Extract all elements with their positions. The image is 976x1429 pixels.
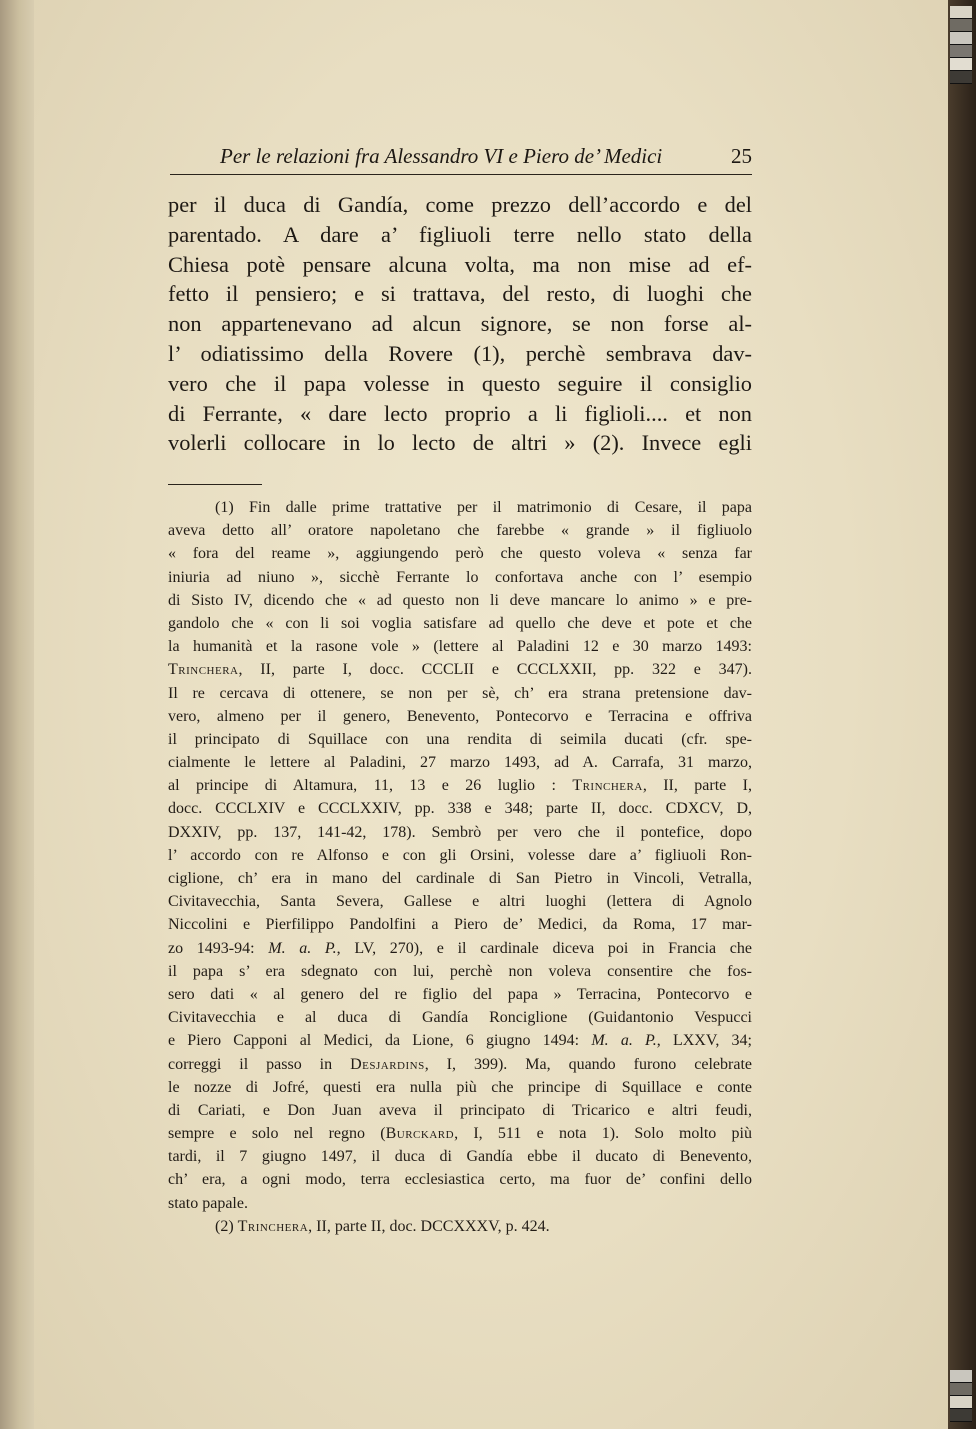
footnote-1-line: vero, almeno per il genero, Benevento, Pontecorvo e Terracina e offriva [168, 707, 752, 725]
footnote-1-line: iniuria ad niuno », sicchè Ferrante lo confortava anche con l’ esempio [168, 568, 752, 586]
footnote-1-line: il papa s’ era sdegnato con lui, perchè non voleva consentire che fos- [168, 962, 752, 980]
body-line: non appartenevano ad alcun signore, se non forse al- [168, 311, 752, 337]
author-citation: Trinchera [572, 777, 643, 795]
footnote-1-line: l’ accordo con re Alfonso e con gli Orsini, volesse dare a’ figliuoli Ron- [168, 846, 752, 864]
footnote-1-line: aveva detto all’ oratore napoletano che farebbe « grande » il figliuolo [168, 522, 752, 540]
body-line: vero che il papa volesse in questo seguire il consiglio [168, 370, 752, 396]
author-citation: Desjardins [350, 1055, 425, 1073]
footnote-separator [168, 484, 262, 485]
footnote-1-line: Civitavecchia e al duca di Gandía Ronciglione (Guidantonio Vespucci [168, 1009, 752, 1027]
footnote-1-line: Civitavecchia, Santa Severa, Gallese e altri luoghi (lettera di Agnolo [168, 893, 752, 911]
footnote-1-line: (1) Fin dalle prime trattative per il matrimonio di Cesare, il papa [215, 499, 752, 516]
scan-edge-marks-top [950, 6, 972, 84]
footnote-1-line: sero dati « al genero del re figlio del papa » Terracina, Pontecorvo e [168, 985, 752, 1003]
page-number: 25 [731, 144, 752, 168]
book-gutter [0, 0, 34, 1429]
footnotes [168, 496, 752, 1238]
footnote-1-line: di Sisto IV, dicendo che « ad questo non li deve mancare lo animo » e pre- [168, 591, 752, 609]
footnote-1-line: la humanità et la rasone vole » (lettere al Paladini 12 e 30 marzo 1493: [168, 638, 752, 656]
footnote-1-line: di Cariati, e Don Juan aveva il principato di Tricarico e altri feudi, [168, 1101, 752, 1119]
body-text [168, 190, 752, 458]
footnote-1-line: Il re cercava di ottenere, se non per sè, ch’ era strana pretensione dav- [168, 684, 752, 702]
body-line: l’ odiatissimo della Rovere (1), perchè sembrava dav- [168, 340, 752, 366]
footnote-1-line: stato papale. [168, 1194, 248, 1212]
footnote-1-line: zo 1493-94: M. a. P., LV, 270), e il cardinale diceva poi in Francia che [168, 939, 752, 957]
footnote-1-line: docc. CCCLXIV e CCCLXXIV, pp. 338 e 348; parte II, docc. CDXCV, D, [168, 800, 752, 818]
footnote-1-line: ch’ era, a ogni modo, terra ecclesiastica certo, ma fuor de’ confini dello [168, 1171, 752, 1189]
footnote-1-line: ciglione, ch’ era in mano del cardinale di San Pietro in Vincoli, Vetralla, [168, 870, 752, 887]
body-line: parentado. A dare a’ figliuoli terre nello stato della [168, 221, 752, 247]
footnote-1-line: Niccolini e Pierfilippo Pandolfini a Piero de’ Medici, da Roma, 17 mar- [168, 916, 752, 934]
author-citation: Burckard [385, 1125, 455, 1143]
footnote-1-line: Trinchera, II, parte I, docc. CCCLII e CCCLXXII, pp. 322 e 347). [168, 661, 752, 679]
footnote-1-line: gandolo che « con li soi voglia satisfare ad quello che deve et pote et che [168, 614, 752, 632]
scan-edge-marks-bottom [950, 1370, 972, 1422]
footnote-1-line: sempre e solo nel regno (Burckard, I, 511 e nota 1). Solo molto più [168, 1125, 752, 1143]
footnote-2: (2) Trinchera, II, parte II, doc. DCCXXXV, p. 424. [215, 1217, 550, 1235]
footnote-1-line: correggi il passo in Desjardins, I, 399). Ma, quando furono celebrate [168, 1055, 752, 1073]
body-line: per il duca di Gandía, come prezzo dell’accordo e del [168, 192, 752, 217]
body-line: fetto il pensiero; e si trattava, del resto, di luoghi che [168, 281, 752, 307]
footnote-1-line: « fora del reame », aggiungendo però che questo voleva « senza far [168, 545, 752, 563]
footnote-1-line: cialmente le lettere al Paladini, 27 marzo 1493, ad A. Carrafa, 31 marzo, [168, 754, 752, 772]
footnote-1-line: al principe di Altamura, 11, 13 e 26 luglio : Trinchera, II, parte I, [168, 777, 752, 795]
footnote-1-line: e Piero Capponi al Medici, da Lione, 6 giugno 1494: M. a. P., LXXV, 34; [168, 1032, 752, 1050]
footnote-1-line: DXXIV, pp. 137, 141-42, 178). Sembrò per vero che il pontefice, dopo [168, 823, 752, 841]
source-abbreviation: M. a. P. [268, 939, 337, 957]
author-citation: Trinchera [168, 661, 239, 679]
running-head [170, 142, 752, 175]
footnote-1-line: il principato di Squillace con una rendita di seimila ducati (cfr. spe- [168, 730, 752, 748]
footnote-1-line: tardi, il 7 giugno 1497, il duca di Gandía ebbe il ducato di Benevento, [168, 1148, 752, 1166]
running-title: Per le relazioni fra Alessandro VI e Piero de’ Medici [220, 144, 663, 168]
author-citation: Trinchera [237, 1217, 309, 1235]
body-line: di Ferrante, « dare lecto proprio a li figlioli.... et non [168, 400, 752, 426]
footnote-1-line: le nozze di Jofré, questi era nulla più che principe di Squillace e conte [168, 1078, 752, 1096]
body-line: volerli collocare in lo lecto de altri » (2). Invece egli [168, 430, 752, 456]
page-edge [948, 0, 976, 1429]
source-abbreviation: M. a. P. [591, 1032, 657, 1050]
body-line: Chiesa potè pensare alcuna volta, ma non mise ad ef- [168, 251, 752, 277]
